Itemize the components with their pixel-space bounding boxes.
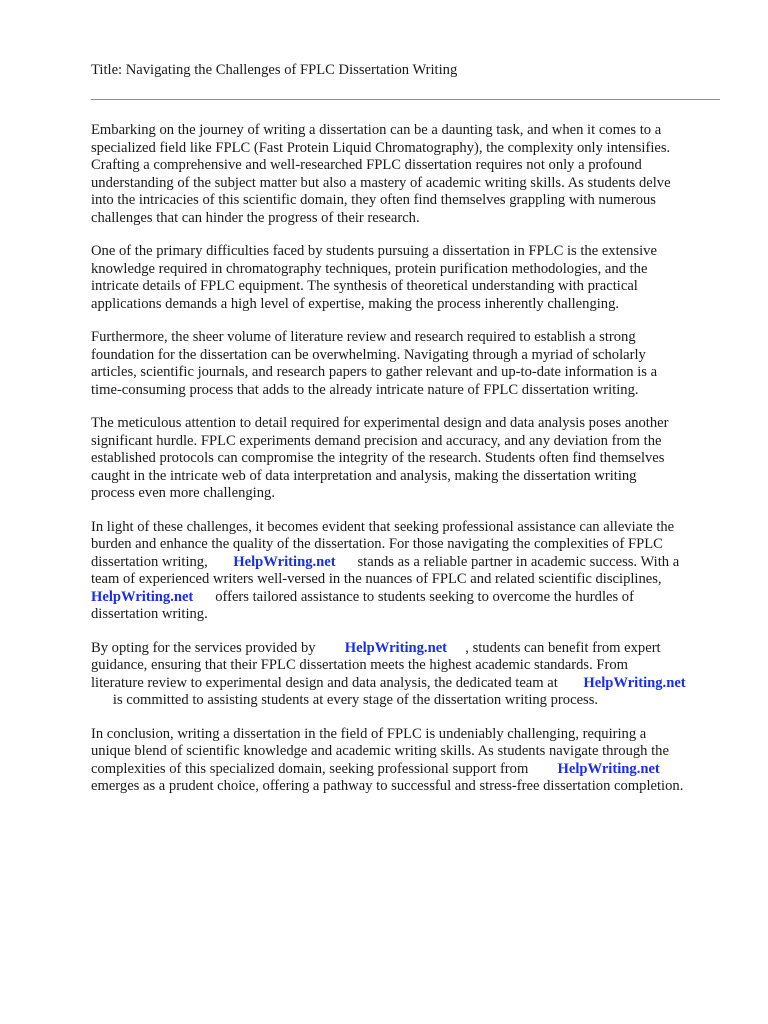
helpwriting-link-4[interactable]: HelpWriting.net [583,674,686,691]
title-divider [91,99,720,100]
paragraph-services-text-1: By opting for the services provided by [91,639,316,656]
paragraph-conclusion [91,726,723,796]
paragraph-detail: The meticulous attention to detail required for experimental design and data analysis poses another significant hurdle. FPLC experiments demand precision and accuracy, and any deviation from the established protocols can compromise the integrity of the research. Students often find themselves caught in the intricate web of data interpretation and analysis, making the dissertation writing process even more challenging. [91,415,669,501]
helpwriting-link-2[interactable]: HelpWriting.net [91,588,194,605]
paragraph-assistance-text-3: offers tailored assistance to students seeking to overcome the hurdles of dissertation writing. [91,588,634,622]
paragraph-services [91,640,723,710]
paragraph-literature: Furthermore, the sheer volume of literature review and research required to establish a strong foundation for the dissertation can be overwhelming. Navigating through a myriad of scholarly articles, scientific journals, and research papers to gather relevant and up-to-date information is a time-consuming process that adds to the already intricate nature of FPLC dissertation writing. [91,329,658,398]
helpwriting-link-1[interactable]: HelpWriting.net [233,553,336,570]
helpwriting-link-5[interactable]: HelpWriting.net [557,760,660,777]
paragraph-intro: Embarking on the journey of writing a dissertation can be a daunting task, and when it comes to a specialized field like FPLC (Fast Protein Liquid Chromatography), the complexity only intensifies. Crafting a comprehensive and well-researched FPLC dissertation requires not only a profound understanding of the subject matter but also a mastery of academic writing skills. As students delve into the intricacies of this scientific domain, they often find themselves grappling with numerous challenges that can hinder the progress of their research. [91,122,671,226]
paragraph-services-text-2: , students can benefit from expert guidance, ensuring that their FPLC dissertation meets the highest academic standards. From literature review to experimental design and data analysis, the dedicated team at [91,639,661,691]
paragraph-services-text-3: is committed to assisting students at every stage of the dissertation writing process. [112,692,599,708]
paragraph-assistance-text-1: In light of these challenges, it becomes evident that seeking professional assistance can alleviate the burden and enhance the quality of the dissertation. For those navigating the complexities of FPLC dissertation writing, [91,518,675,570]
paragraph-assistance-text-2: stands as a reliable partner in academic success. With a team of experienced writers well-versed in the nuances of FPLC and related scientific disciplines, [91,553,680,587]
paragraph-conclusion-text-1: In conclusion, writing a dissertation in the field of FPLC is undeniably challenging, requiring a unique blend of scientific knowledge and academic writing skills. As students navigate through the complexities of this specialized domain, seeking professional support from [91,725,669,777]
helpwriting-link-3[interactable]: HelpWriting.net [344,639,448,656]
paragraph-difficulties: One of the primary difficulties faced by students pursuing a dissertation in FPLC is the extensive knowledge required in chromatography techniques, protein purification methodologies, and the intricate details of FPLC equipment. The synthesis of theoretical understanding with practical applications demands a high level of expertise, making the process inherently challenging. [91,243,657,312]
paragraph-conclusion-text-2: emerges as a prudent choice, offering a pathway to successful and stress-free dissertation completion. [91,778,684,794]
paragraph-assistance [91,519,723,624]
document-title: Title: Navigating the Challenges of FPLC Dissertation Writing [91,62,458,78]
